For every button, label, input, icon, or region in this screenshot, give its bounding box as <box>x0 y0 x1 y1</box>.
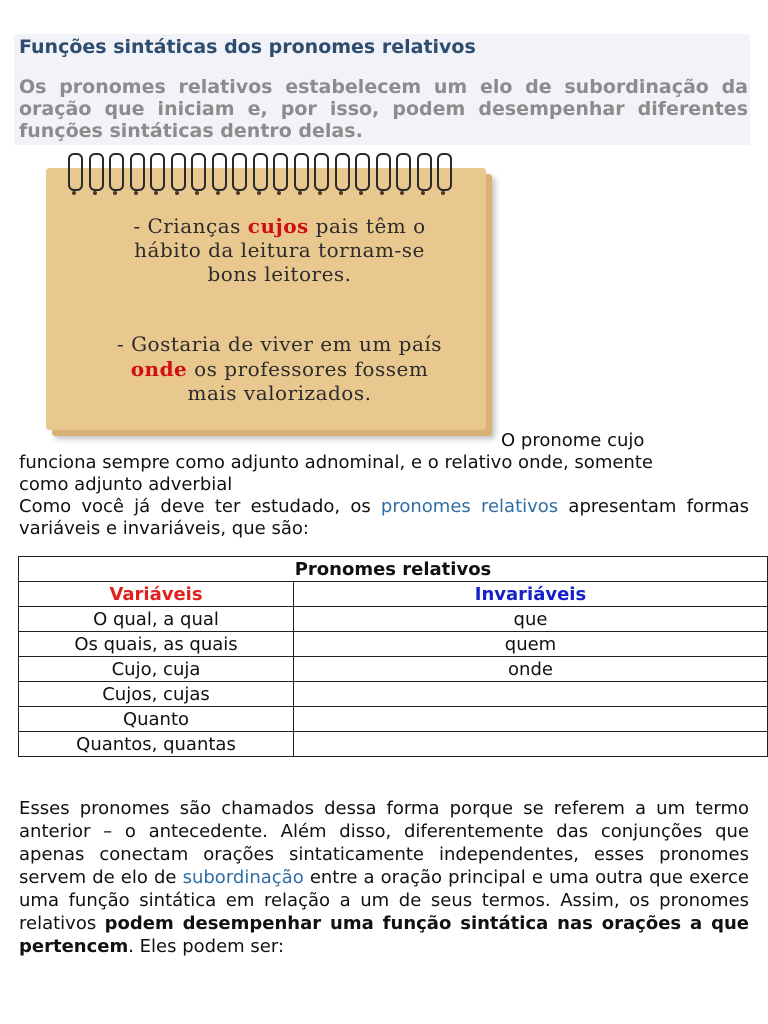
subordinacao-link[interactable]: subordinação <box>182 867 304 888</box>
header-variaveis: Variáveis <box>19 582 294 607</box>
cell-invariavel: onde <box>294 657 768 682</box>
spiral-ring <box>130 153 145 191</box>
notebook-image <box>18 150 498 450</box>
spiral-ring <box>89 153 104 191</box>
spiral-ring <box>212 153 227 191</box>
table-title: Pronomes relativos <box>19 557 768 582</box>
spiral-ring <box>376 153 391 191</box>
spiral-ring <box>109 153 124 191</box>
spiral-ring <box>355 153 370 191</box>
spiral-ring <box>335 153 350 191</box>
pronomes-relativos-link[interactable]: pronomes relativos <box>380 496 559 517</box>
pronouns-table <box>18 556 768 757</box>
cujo-sentence-start: O pronome cujo <box>501 430 645 451</box>
spiral-ring <box>232 153 247 191</box>
cell-invariavel <box>294 732 768 757</box>
example-1-line-1: - Crianças cujos pais têm o <box>133 214 426 238</box>
table-row <box>19 682 768 707</box>
header-invariaveis: Invariáveis <box>294 582 768 607</box>
cell-variavel: Cujo, cuja <box>19 657 294 682</box>
example-2-line-2: onde os professores fossem <box>130 357 429 381</box>
cujo-sentence-line-3: como adjunto adverbial <box>19 474 233 495</box>
cell-invariavel <box>294 682 768 707</box>
highlight-cujos: cujos <box>247 214 309 238</box>
cell-invariavel <box>294 707 768 732</box>
spiral-ring <box>171 153 186 191</box>
spiral-ring <box>314 153 329 191</box>
notebook-page <box>46 168 486 430</box>
example-2-line-1: - Gostaria de viver em um país <box>116 332 443 356</box>
cell-invariavel: que <box>294 607 768 632</box>
spiral-ring <box>437 153 452 191</box>
spiral-ring <box>150 153 165 191</box>
table-row <box>19 707 768 732</box>
closing-paragraph: Esses pronomes são chamados dessa forma porque se referem a um termo anterior – o antecedente. Além disso, diferentemente das conjunções que apenas conectam orações sintaticamente independentes, esses pronomes servem de elo de subordinação entre a oração principal e uma outra que exerce uma função sintática em relação a um de seus termos. Assim, os pronomes relativos podem desempenhar uma função sintática nas orações a que pertencem. Eles podem ser: <box>19 798 749 957</box>
cell-invariavel: quem <box>294 632 768 657</box>
example-1-line-2: hábito da leitura tornam-se <box>134 238 425 262</box>
example-2-line-3: mais valorizados. <box>187 381 372 405</box>
spiral-ring <box>294 153 309 191</box>
cell-variavel: Quanto <box>19 707 294 732</box>
cujo-sentence-line-2: funciona sempre como adjunto adnominal, e o relativo onde, somente <box>19 452 653 473</box>
cell-variavel: O qual, a qual <box>19 607 294 632</box>
spiral-ring <box>417 153 432 191</box>
spiral-ring <box>253 153 268 191</box>
intro-variable-forms: Como você já deve ter estudado, os pronomes relativos apresentam formas variáveis e invariáveis, que são: <box>19 496 750 539</box>
spiral-ring <box>68 153 83 191</box>
spiral-ring <box>191 153 206 191</box>
table-row <box>19 657 768 682</box>
table-row <box>19 607 768 632</box>
spiral-ring <box>273 153 288 191</box>
cell-variavel: Os quais, as quais <box>19 632 294 657</box>
cell-variavel: Quantos, quantas <box>19 732 294 757</box>
table-row <box>19 632 768 657</box>
cell-variavel: Cujos, cujas <box>19 682 294 707</box>
table-row <box>19 732 768 757</box>
spiral-binding <box>68 153 458 191</box>
highlight-onde: onde <box>130 357 188 381</box>
page-title: Funções sintáticas dos pronomes relativos <box>19 36 476 58</box>
example-1-line-3: bons leitores. <box>207 262 352 286</box>
intro-paragraph: Os pronomes relativos estabelecem um elo de subordinação da oração que iniciam e, por isso, podem desempenhar diferentes funções sintáticas dentro delas. <box>19 76 748 142</box>
spiral-ring <box>396 153 411 191</box>
bold-emphasis: podem desempenhar uma função sintática nas orações a que pertencem <box>19 913 749 957</box>
